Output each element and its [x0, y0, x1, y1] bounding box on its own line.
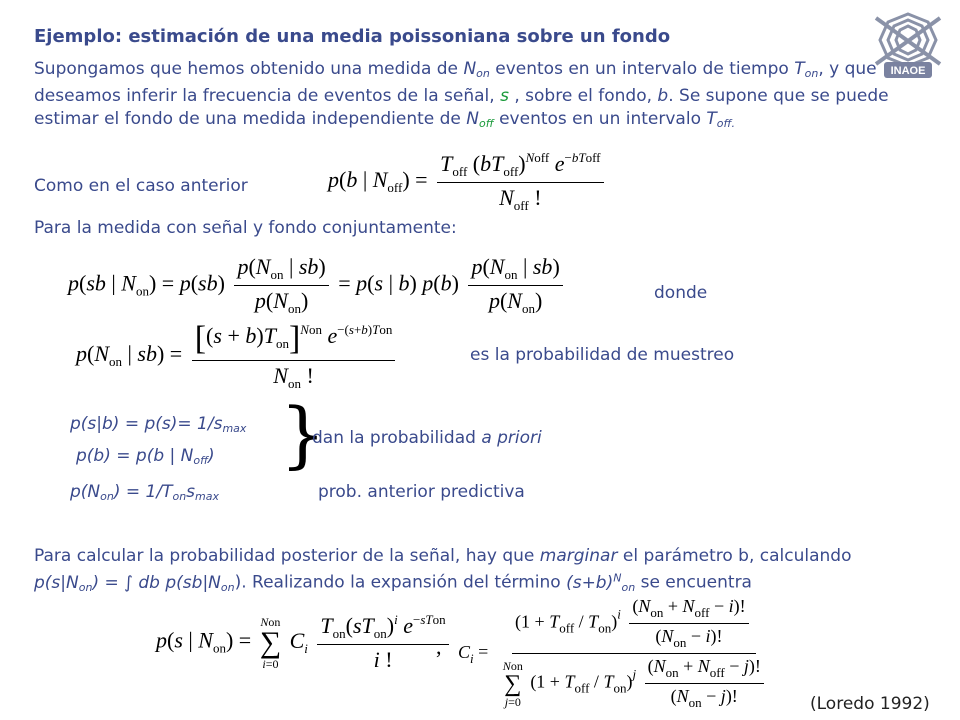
posterior-paragraph — [34, 546, 914, 598]
posterior-formula-text: ) = ∫ db p(sb|N — [92, 572, 221, 593]
para-medida-label: Para la medida con señal y fondo conjuntamente: — [34, 218, 457, 238]
off-subscript: off — [193, 454, 209, 467]
t-symbol: T — [706, 109, 717, 129]
pred-text: s — [186, 482, 196, 502]
ci-formula: $C_i$ = $(1 + T_{off} / T_{on})^i$ $\frac{(N_{on} + N_{off} - i)!}{(N_{on} - i)!}$ Non ∑ j=0 $(1 + T_{off} / T_{on})^j$ $\frac{(N_{on} + N_{off} - j)!}{(N_{on} - j)!}$ — [458, 596, 775, 711]
s-symbol: s — [500, 86, 509, 106]
bayes-formula: p(sb | $N_{on}) = p(sb)$ $\frac{p(N_{on} | sb)}{p(N_{on})}$ = p(s | b) p(b) $\frac{p(N_{on} | sb)}{p(N_{on})}$ — [68, 254, 567, 317]
prior-b-formula — [76, 446, 215, 467]
citation: (Loredo 1992) — [810, 694, 930, 714]
posterior-text: el parámetro b, calculando — [617, 546, 852, 566]
on-subscript: on — [100, 490, 114, 503]
prior-b-close: ) — [208, 446, 215, 466]
prior-s-text: p(s|b) = p(s)= 1/s — [70, 414, 223, 434]
pred-text: ) = 1/T — [113, 482, 173, 502]
intro-paragraph — [34, 58, 914, 135]
intro-text: eventos en un intervalo — [493, 109, 707, 129]
prior-b-text: p(b) = p(b | N — [76, 446, 194, 466]
background-likelihood-formula: p(b | $N_{off}$) = $\frac{T_{off} (bT_{off})^{Noff} e^{-bToff}}{N_{off} !}$ — [328, 150, 608, 214]
right-brace: } — [280, 392, 326, 476]
t-symbol: T — [794, 59, 805, 79]
predictiva-label: prob. anterior predictiva — [318, 482, 525, 502]
n-symbol: N — [463, 59, 477, 79]
posterior-formula: p(s | $N_{on}$) = Non ∑ i=0 $C_i$ $\frac{T_{on}(sT_{on})^i e^{-sTon}}{i !}$ — [156, 612, 453, 673]
on-subscript: on — [172, 490, 187, 503]
on-subscript: on — [476, 67, 490, 80]
prior-s-formula — [70, 414, 246, 435]
logo-text: INAOE — [890, 65, 926, 77]
on-subscript: on — [804, 67, 819, 80]
posterior-formula-text: p(s|N — [34, 572, 79, 593]
n-symbol: N — [466, 109, 480, 129]
max-subscript: max — [195, 490, 219, 503]
posterior-text: Para calcular la probabilidad posterior de la señal, hay que — [34, 546, 540, 566]
posterior-text: se encuentra — [635, 572, 752, 593]
comma: , — [436, 634, 442, 659]
donde-label: donde — [654, 283, 708, 303]
intro-text: Supongamos que hemos obtenido una medida de — [34, 59, 464, 79]
b-symbol: b — [657, 86, 669, 106]
max-subscript: max — [222, 422, 247, 435]
pred-text: p(N — [70, 482, 101, 502]
sampling-formula: $p(N_{on}$ | sb) = $\frac{[(s + b)T_{on}]^{Non} e^{-(s+b)Ton}}{N_{on} !}$ — [76, 320, 399, 392]
intro-text: , sobre el fondo, — [508, 86, 658, 106]
intro-text: , y que deseamos inferir la frecuencia de eventos de la señal, — [34, 59, 877, 106]
intro-text: . Se supone que se puede estimar el fondo de una medida independiente de — [34, 86, 889, 129]
on-subscript: on — [621, 580, 636, 594]
off-subscript: off. — [716, 117, 735, 130]
on-subscript: on — [78, 580, 93, 594]
a-priori-text: a priori — [481, 428, 542, 448]
a-priori-label — [312, 428, 542, 448]
marginar-text: marginar — [539, 546, 618, 566]
posterior-text: ). Realizando la expansión del término — [234, 572, 567, 593]
muestreo-label: es la probabilidad de muestreo — [470, 345, 735, 365]
predictive-formula — [70, 482, 219, 503]
dan-text: dan la probabilidad — [312, 428, 482, 448]
expansion-term: (s+b) — [566, 572, 614, 593]
on-subscript: on — [220, 580, 235, 594]
slide-title: Ejemplo: estimación de una media poissoniana sobre un fondo — [34, 26, 671, 47]
n-superscript: N — [613, 571, 622, 584]
como-label: Como en el caso anterior — [34, 176, 248, 196]
intro-text: eventos en un intervalo de tiempo — [489, 59, 795, 79]
off-subscript: off — [479, 117, 494, 130]
